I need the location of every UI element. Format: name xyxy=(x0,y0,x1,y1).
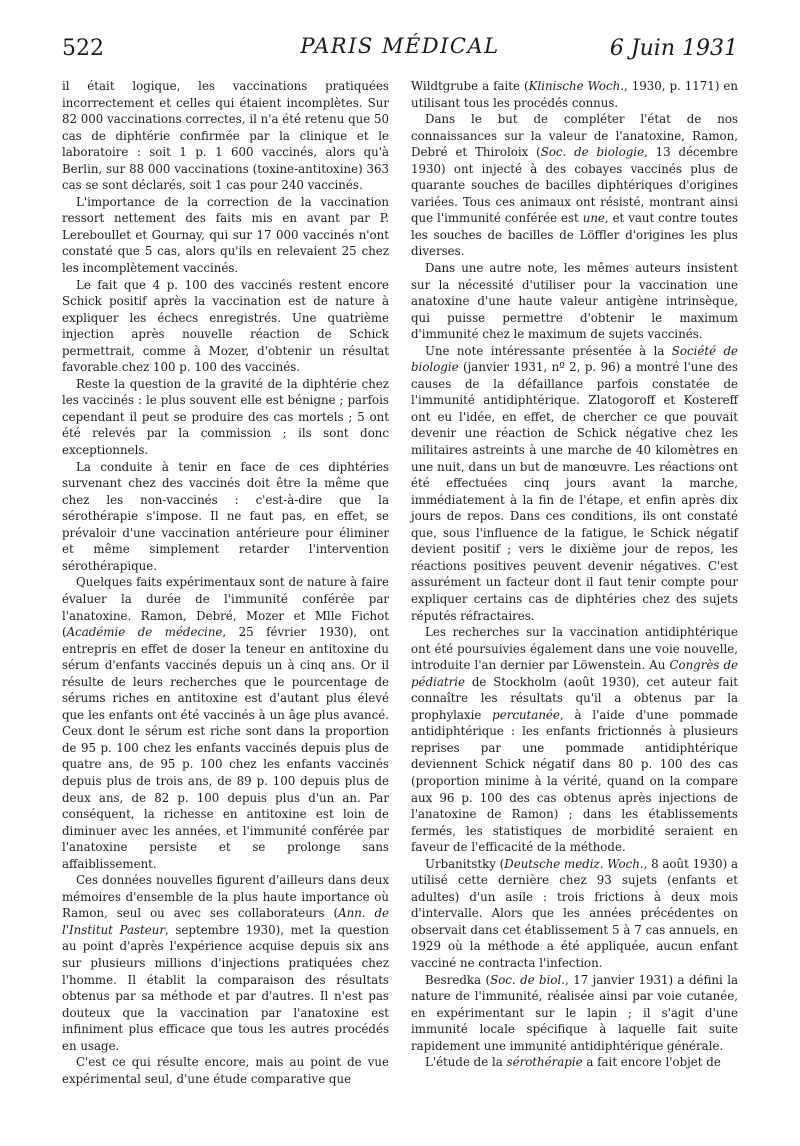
text-run: , 8 août 1930) a utilisé cette dernière chez 93 sujets (enfants et adultes) d'un asile : trois frictions à deux mois d'intervalle. Alors que les années précédentes on observait dans cet établissement 5 à 7 cas annuels, en 1929 où la méthode a été appliquée, aucun enfant vacciné ne contracta l'infection. xyxy=(411,856,738,970)
text-run: , 13 décembre 1930) ont injecté à des cobayes vaccinés plus de quarante souches de bacilles diphtériques d'origines variées. Tous ces animaux ont résisté, montrant ainsi que l'immunité conférée est xyxy=(411,145,739,226)
text-run: , et vaut contre toutes les souches de bacilles de Löffler d'origines les plus diverses. xyxy=(411,211,738,259)
journal-title: PARIS MÉDICAL xyxy=(300,34,500,58)
text-run: Reste la question de la gravité de la diphtérie chez les vaccinés : le plus souvent elle est bénigne ; parfois cependant il peut se produire des cas mortels ; 5 ont été relevés par la commission ; ils sont donc exceptionnels. xyxy=(62,376,389,458)
text-run: La conduite à tenir en face de ces diphtéries survenant chez des vaccinés doit être la même que chez les non-vaccinés : c'est-à-dire que la sérothérapie s'impose. Il ne faut pas, en effet, se prévaloir d'une vaccination antérieure pour éliminer et même simplement retarder l'intervention sérothérapique. xyxy=(62,459,389,573)
paragraph xyxy=(411,78,738,111)
text-run: , 17 janvier 1931) a défini la nature de l'immunité, réalisée ainsi par voie cutanée, en expérimentant sur le lapin ; il s'agit d'une immunité locale spécifique à laquelle fait suite rapidement une immunité antidiphtérique générale. xyxy=(411,972,738,1053)
paragraph xyxy=(62,574,389,872)
paragraph xyxy=(411,111,738,260)
text-run: Les recherches sur la vaccination antidiphtérique ont été poursuivies également dans une voie nouvelle, introduite l'an dernier par Löwenstein. Au xyxy=(411,625,738,673)
paragraph xyxy=(411,260,738,343)
text-run: , 25 février 1930), ont entrepris en effet de doser la teneur en antitoxine du sérum d'enfants vaccinés depuis un à cinq ans. Or il résulte de leurs recherches que le pourcentage de sérums riches en antitoxine est d'autant plus élevé que les enfants ont été vaccinés à un âge plus avancé. Ceux dont le sérum est riche sont dans la proportion de 95 p. 100 chez les enfants vaccinés depuis plus de quatre ans, de 95 p. 100 chez les enfants vaccinés depuis plus de trois ans, de 89 p. 100 depuis plus de deux ans, de 82 p. 100 depuis plus d'un an. Par conséquent, la richesse en antitoxine est loin de diminuer avec les années, et l'immunité conférée par l'anatoxine persiste et se prolonge sans affaiblissement. xyxy=(62,625,390,871)
text-run: il était logique, les vaccinations pratiquées incorrectement et celles qui étaient incomplètes. Sur 82 000 vaccinations correctes, il n'a été retenu que 50 cas de diphtérie confirmée par la clinique et le laboratoire : soit 1 p. 1 600 vaccinés, alors qu'à Berlin, sur 88 000 vaccinations (toxine-antitoxine) 363 cas se sont déclarés, soit 1 cas pour 240 vaccinés. xyxy=(62,79,389,193)
paragraph xyxy=(62,459,389,575)
page-header xyxy=(62,28,738,78)
paragraph xyxy=(62,872,389,1054)
italic-citation: Soc. de biologie xyxy=(540,145,645,160)
paragraph xyxy=(62,277,389,376)
text-run: C'est ce qui résulte encore, mais au point de vue expérimental seul, d'une étude comparative que xyxy=(62,1055,389,1086)
text-run: , septembre 1930), met la question au point d'après l'expérience acquise depuis six ans sur plusieurs millions d'injections pratiquées chez l'homme. Il établit la comparaison des résultats obtenus par sa méthode et par d'autres. Il n'est pas douteux que la vaccination par l'anatoxine est infiniment plus efficace que tous les autres procédés en usage. xyxy=(62,922,390,1053)
paragraph xyxy=(62,194,389,277)
text-run: Besredka ( xyxy=(425,972,491,987)
paragraph xyxy=(411,624,738,856)
right-column xyxy=(411,78,738,1071)
text-run: L'étude de la xyxy=(425,1055,507,1070)
text-run: Le fait que 4 p. 100 des vaccinés restent encore Schick positif après la vaccination est de nature à expliquer les échecs enregistrés. Une quatrième injection après nouvelle réaction de Schick permettrait, comme à Mozer, d'obtenir un résultat favorable chez 100 p. 100 des vaccinés. xyxy=(62,277,389,375)
paragraph xyxy=(62,376,389,459)
text-run: Quelques faits expérimentaux sont de nature à faire évaluer la durée de l'immunité conférée par l'anatoxine. Ramon, Debré, Mozer et Mlle Fichot ( xyxy=(62,575,389,640)
text-run: Ces données nouvelles figurent d'ailleurs dans deux mémoires d'ensemble de la plus haute importance où Ramon, seul ou avec ses collaborateurs ( xyxy=(62,873,389,921)
issue-date: 6 Juin 1931 xyxy=(609,36,738,61)
text-run: Dans le but de compléter l'état de nos connaissances sur la valeur de l'anatoxine, Ramon, Debré et Thiroloix ( xyxy=(411,112,738,160)
text-run: Urbanitstky ( xyxy=(425,856,505,871)
left-column xyxy=(62,78,389,1087)
text-run: Dans une autre note, les mêmes auteurs insistent sur la nécessité d'utiliser pour la vaccination une anatoxine d'une haute valeur antigène intrinsèque, qui puisse permettre d'obtenir le maximum d'immunité chez le maximum de sujets vaccinés. xyxy=(411,261,738,342)
text-run: L'importance de la correction de la vaccination ressort nettement des faits mis en avant par P. Lereboullet et Gournay, qui sur 17 000 vaccinés n'ont constaté que 5 cas, alors qu'ils en relevaient 25 chez les incomplètement vaccinés. xyxy=(62,194,389,276)
italic-citation: Académie de médecine xyxy=(66,625,223,640)
paragraph xyxy=(62,1054,389,1087)
paragraph xyxy=(411,343,738,624)
paragraph xyxy=(411,1054,738,1071)
italic-citation: percutanée xyxy=(492,707,560,722)
text-run: , à l'aide d'une pommade antidiphtérique : les enfants frictionnés à plusieurs reprises par une pommade antidiphtérique deviennent Schick négatif dans 80 p. 100 des cas (proportion minime à la vérité, quand on la compare aux 96 p. 100 des cas obtenus après injections de l'anatoxine de Ramon) ; dans les établissements fermés, les statistiques de morbidité seraient en faveur de l'efficacité de la méthode. xyxy=(411,707,738,855)
text-run: de Stockholm (août 1930), cet auteur fait connaître les résultats qu'il a obtenus par la prophylaxie xyxy=(411,674,738,722)
italic-citation: une xyxy=(582,211,605,226)
paragraph xyxy=(62,78,389,194)
text-run: Wildtgrube a faite ( xyxy=(411,79,529,93)
italic-citation: Ann. de l'Institut Pasteur xyxy=(62,906,389,937)
italic-citation: Deutsche mediz. Woch. xyxy=(504,856,644,871)
italic-citation: Klinische Woch. xyxy=(528,79,624,93)
paragraph xyxy=(411,856,738,972)
italic-citation: Société de biologie xyxy=(411,343,738,375)
italic-citation: Soc. de biol. xyxy=(490,972,566,987)
page-number: 522 xyxy=(62,36,104,61)
text-run: , 1930, p. 1171) en utilisant tous les procédés connus. xyxy=(411,79,738,110)
italic-citation: Congrès de pédiatrie xyxy=(411,658,738,689)
text-run: Une note intéressante présentée à la xyxy=(425,343,672,358)
italic-citation: sérothérapie xyxy=(506,1055,583,1070)
paragraph xyxy=(411,972,738,1055)
text-run: a fait encore l'objet de xyxy=(582,1055,721,1070)
text-run: (janvier 1931, nº 2, p. 96) a montré l'une des causes de la défaillance parfois constatée de l'immunité antidiphtérique. Zlatogoroff et Kostereff ont eu l'idée, en effet, de chercher ce que pouvait devenir une réaction de Schick négative chez les militaires astreints à une marche de 40 kilomètres en une nuit, dans un but de manœuvre. Les réactions ont été effectuées cinq jours avant la marche, immédiatement à la fin de l'étape, et enfin après dix jours de repos. Dans ces conditions, ils ont constaté que, sous l'influence de la fatigue, le Schick négatif devient positif ; vers le dixième jour de repos, les réactions positives peuvent devenir négatives. C'est assurément un facteur dont il faut tenir compte pour expliquer certains cas de diphtéries chez des sujets réputés réfractaires. xyxy=(411,360,738,623)
